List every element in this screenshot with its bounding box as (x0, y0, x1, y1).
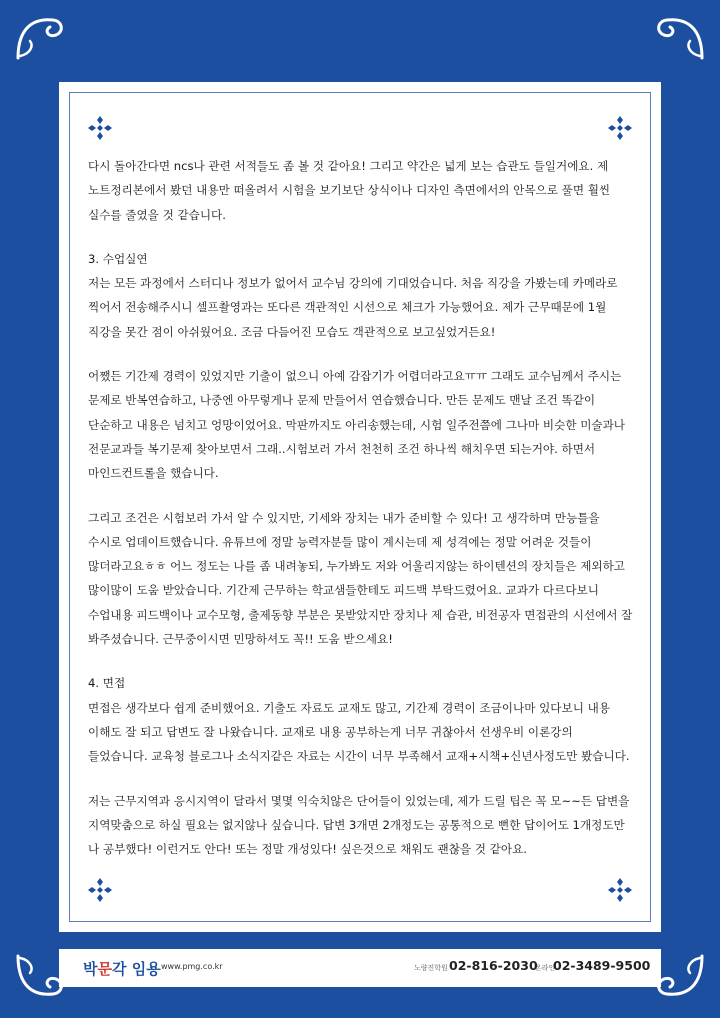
logo-text: 각 (112, 960, 127, 978)
corner-swirl-icon (8, 8, 68, 68)
phone-number: 02-816-2030 (449, 958, 538, 973)
paragraph: 다시 돌아간다면 ncs나 관련 서적들도 좀 볼 것 같아요! 그리고 약간은 넓게 보는 습관도 들일거에요. 제 노트정리본에서 봤던 내용만 떠올려서 시험을 보기보단 상식이나 디자인 측면에서의 안목으로 풀면 훨씬 실수를 줄였을 것 같습니다. (88, 159, 611, 222)
phone-label: 노량진학원 (414, 964, 448, 972)
diamond-cluster-icon (606, 114, 634, 142)
logo-text: 임용 (126, 960, 161, 978)
phone-label: 온라인 (535, 964, 556, 972)
diamond-cluster-icon (86, 876, 114, 904)
website-link[interactable]: www.pmg.co.kr (161, 962, 223, 971)
paragraph: 어쨌든 기간제 경력이 있었지만 기출이 없으니 아예 감잡기가 어렵더라고요ㅠㅠ 그래도 교수님께서 주시는 문제로 반복연습하고, 나중엔 아무렇게나 문제 만들어서 연습했습니다. 만든 문제도 맨날 조건 똑같이 단순하고 내용은 넘치고 엉망이었어요. 막판까지도 아리송했는데, 시험 일주전쯤에 그나마 비슷한 미술과나 전문교과들 복기문제 찾아보면서 그래..시험보러 가서 천천히 조건 하나씩 해치우면 되는거야. 하면서 마인드컨트롤을 했습니다. (88, 369, 626, 481)
paragraph: 저는 근무지역과 응시지역이 달라서 몇몇 익숙치않은 단어들이 있었는데, 제가 드릴 팁은 꼭 모~~든 답변을 지역맞춤으로 하실 필요는 없지않나 싶습니다. 답변 3개면 2개정도는 공통적으로 뻔한 답이어도 1개정도만 나 공부했다! 이런거도 안다! 또는 정말 개성있다! 싶은것으로 채워도 괜찮을 것 같아요. (88, 793, 630, 857)
brand-logo (83, 958, 161, 979)
footer-bar (59, 949, 661, 987)
paragraph: 면접은 생각보다 쉽게 준비했어요. 기출도 자료도 교재도 많고, 기간제 경력이 조금이나마 있다보니 내용 이해도 잘 되고 답변도 잘 나왔습니다. 교재로 내용 공부하는게 너무 귀찮아서 선생우비 이론강의 들었습니다. 교육청 블로그나 소식지같은 자료는 시간이 너무 부족해서 교재+시책+신년사정도만 봤습니다. (88, 700, 630, 764)
diamond-cluster-icon (86, 114, 114, 142)
article-body (88, 154, 650, 861)
logo-text: 문 (97, 960, 112, 978)
corner-swirl-icon (652, 946, 712, 1006)
section-heading: 3. 수업실연 (88, 251, 148, 266)
diamond-cluster-icon (606, 876, 634, 904)
logo-text: 박 (83, 960, 98, 978)
paragraph: 그리고 조건은 시험보러 가서 알 수 있지만, 기세와 장치는 내가 준비할 수 있다! 고 생각하며 만능틀을 수시로 업데이트했습니다. 유튜브에 정말 능력자분들 많이 계시는데 제 성격에는 정말 어려운 것들이 많더라고요ㅎㅎ 어느 정도는 나를 좀 내려놓되, 누가봐도 저와 어울리지않는 하이텐션의 장치들은 제외하고 많이많이 도움 받았습니다. 기간제 근무하는 학교샘들한테도 피드백 부탁드렸어요. 교과가 다르다보니 수업내용 피드백이나 교수모형, 출제동향 부분은 못받았지만 장치나 제 습관, 비전공자 면접관의 시선에서 잘 봐주셨습니다. 근무중이시면 민망하셔도 꼭!! 도움 받으세요! (88, 510, 633, 647)
corner-swirl-icon (652, 8, 712, 68)
section-heading: 4. 면접 (88, 676, 126, 691)
phone-number: 02-3489-9500 (553, 958, 651, 973)
paragraph: 저는 모든 과정에서 스터디나 정보가 없어서 교수님 강의에 기대었습니다. 처음 직강을 가봤는데 카메라로 찍어서 전송해주시니 셀프촬영과는 또다른 객관적인 시선으로 체크가 가능했어요. 제가 근무때문에 1월 직강을 못간 점이 아쉬웠어요. 조금 다듬어진 모습도 객관적으로 보고싶었거든요! (88, 276, 618, 339)
